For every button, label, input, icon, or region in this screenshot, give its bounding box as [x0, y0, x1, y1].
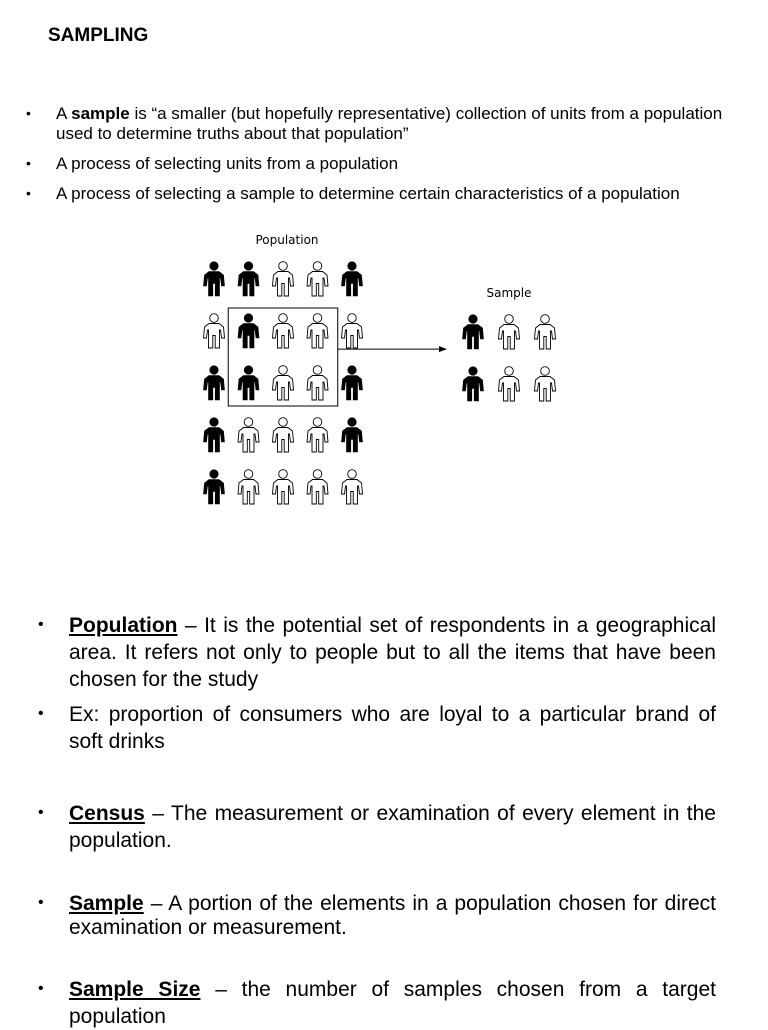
sample-size-term: Sample Size [69, 978, 201, 1001]
sample-term-def: Sample [69, 892, 144, 915]
person-filled-icon [238, 366, 259, 400]
definition-population: • Population – It is the potential set of respondents in a geographical area. It refers not only to people but to all the items that have been chosen for the study [36, 612, 716, 693]
bullet-icon: • [26, 185, 31, 201]
population-label: Population [255, 233, 319, 247]
person-filled-icon [342, 418, 363, 452]
person-outline-icon [535, 315, 556, 349]
definition-example: • Ex: proportion of consumers who are loyal to a particular brand of soft drinks [36, 701, 716, 755]
bullet-icon: • [26, 155, 31, 171]
bullet-icon: • [38, 616, 44, 633]
person-outline-icon [307, 314, 328, 348]
arrow-head-icon [439, 346, 447, 352]
definition-sample-size: • Sample Size – the number of samples chosen from a target population [36, 976, 716, 1030]
person-outline-icon [535, 367, 556, 401]
person-filled-icon [238, 262, 259, 296]
definition-sample: • Sample – A portion of the elements in a population chosen for direct examination or measurement. [38, 892, 716, 939]
census-term: Census [69, 802, 145, 825]
person-filled-icon [204, 470, 225, 504]
person-outline-icon [273, 418, 294, 452]
person-outline-icon [499, 367, 520, 401]
person-filled-icon [204, 418, 225, 452]
person-outline-icon [238, 470, 259, 504]
sample-people [463, 315, 556, 401]
sampling-diagram [195, 226, 575, 516]
person-outline-icon [307, 366, 328, 400]
person-filled-icon [342, 366, 363, 400]
person-filled-icon [342, 262, 363, 296]
bullet-icon: • [26, 105, 31, 121]
bullet-icon: • [38, 804, 44, 821]
person-outline-icon [273, 262, 294, 296]
person-outline-icon [307, 470, 328, 504]
person-outline-icon [273, 314, 294, 348]
intro-bullet-list [26, 104, 726, 214]
bullet-selecting-units: • A process of selecting units from a population [26, 154, 399, 173]
person-filled-icon [463, 367, 484, 401]
person-outline-icon [307, 418, 328, 452]
population-people [204, 262, 363, 504]
sample-term: sample [71, 104, 130, 123]
bullet-icon: • [38, 894, 44, 911]
bullet-sample-definition: • A sample is “a smaller (but hopefully representative) collection of units from a population used to determine truths about that population” [26, 104, 723, 143]
person-filled-icon [204, 366, 225, 400]
person-filled-icon [463, 315, 484, 349]
person-filled-icon [238, 314, 259, 348]
person-outline-icon [342, 314, 363, 348]
population-term: Population [69, 614, 178, 637]
bullet-selecting-sample: • A process of selecting a sample to determine certain characteristics of a population [26, 184, 680, 203]
person-outline-icon [238, 418, 259, 452]
definitions-list [36, 612, 716, 1030]
definition-census: • Census – The measurement or examination of every element in the population. [36, 800, 716, 854]
person-outline-icon [499, 315, 520, 349]
bullet-icon: • [38, 705, 44, 722]
page-title: SAMPLING [48, 25, 149, 46]
person-outline-icon [342, 470, 363, 504]
sample-label: Sample [486, 286, 532, 300]
person-outline-icon [273, 470, 294, 504]
sampling-diagram-svg [195, 226, 575, 516]
person-outline-icon [204, 314, 225, 348]
person-outline-icon [273, 366, 294, 400]
person-outline-icon [307, 262, 328, 296]
bullet-icon: • [38, 980, 44, 997]
person-filled-icon [204, 262, 225, 296]
